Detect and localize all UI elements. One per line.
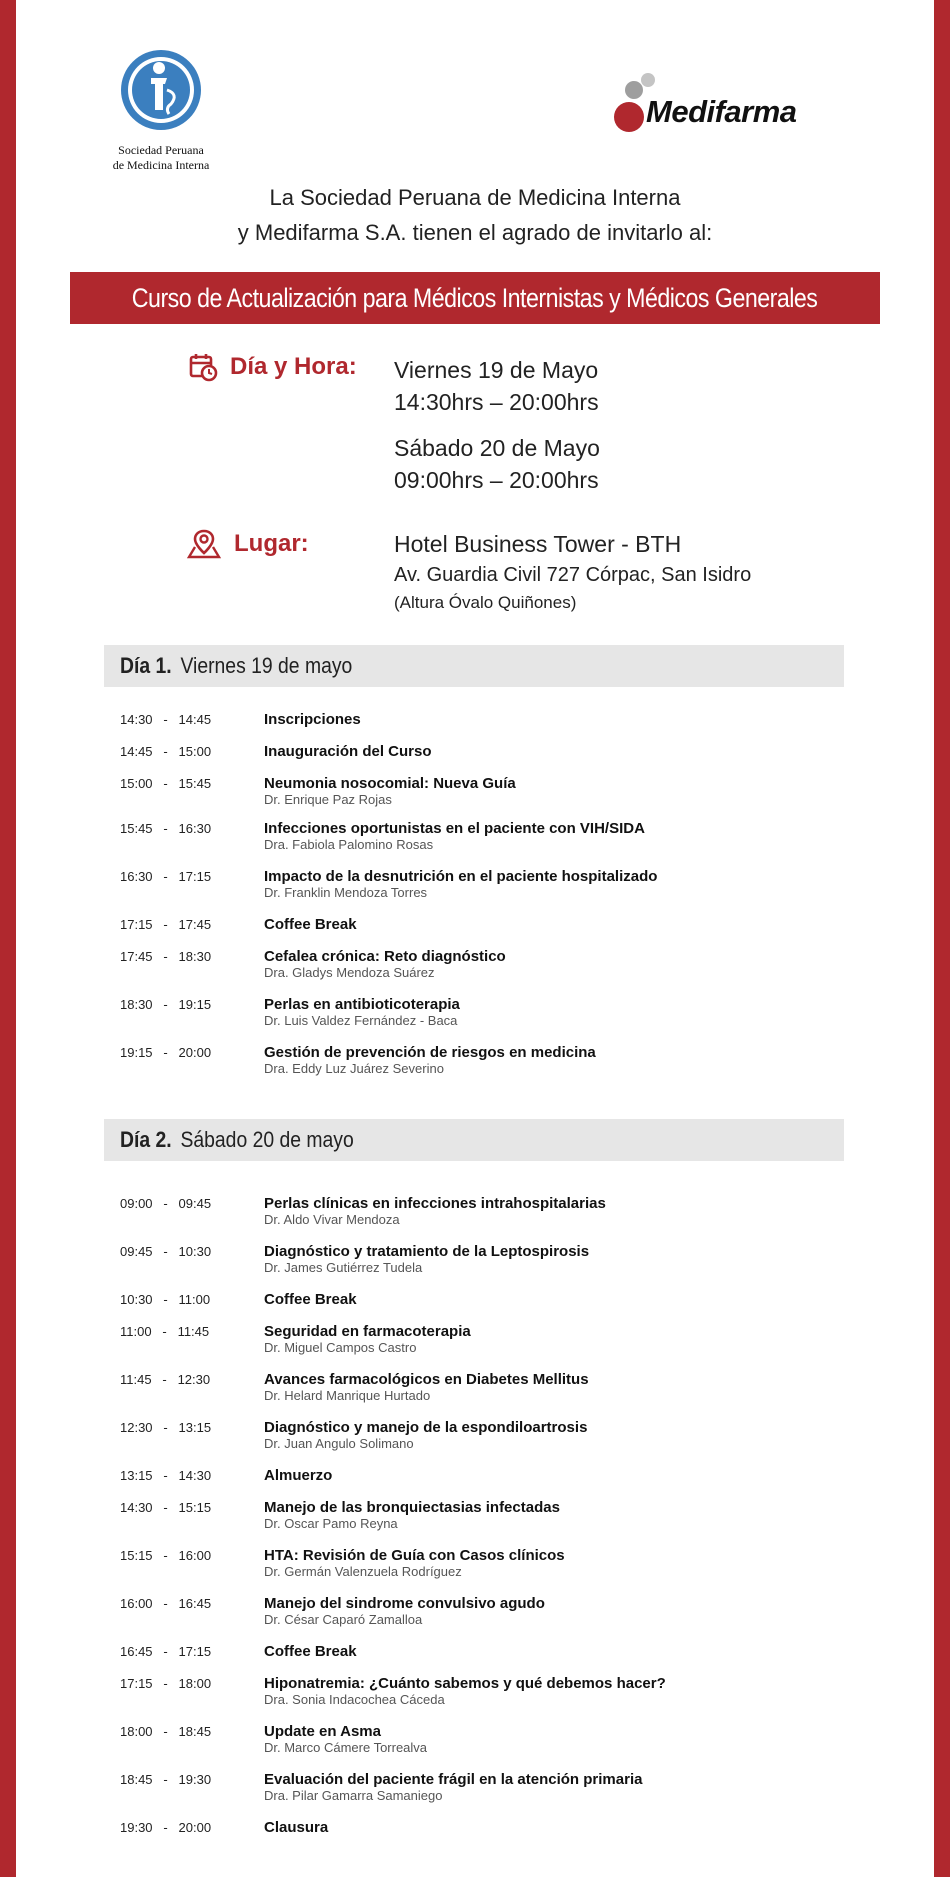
schedule-title: Coffee Break xyxy=(264,1291,357,1308)
day-2-header xyxy=(104,1119,844,1161)
schedule-speaker: Dr. Helard Manrique Hurtado xyxy=(264,1388,431,1403)
schedule-time: 16:00 - 16:45 xyxy=(120,1596,212,1611)
schedule-title: Inscripciones xyxy=(264,711,361,728)
schedule-speaker: Dr. Aldo Vivar Mendoza xyxy=(264,1212,400,1227)
schedule-time: 13:15 - 14:30 xyxy=(120,1468,212,1483)
calendar-clock-icon xyxy=(188,352,218,382)
schedule-title: HTA: Revisión de Guía con Casos clínicos xyxy=(264,1547,565,1564)
schedule-time: 14:45 - 15:00 xyxy=(120,744,212,759)
schedule-title: Clausura xyxy=(264,1819,329,1836)
course-title: Curso de Actualización para Médicos Internistas y Médicos Generales xyxy=(132,283,818,313)
schedule-speaker: Dr. César Caparó Zamalloa xyxy=(264,1612,423,1627)
schedule-time: 12:30 - 13:15 xyxy=(120,1420,212,1435)
left-red-border xyxy=(0,0,16,1877)
schedule-time: 17:15 - 18:00 xyxy=(120,1676,212,1691)
schedule-title: Almuerzo xyxy=(264,1467,333,1484)
schedule-title: Hiponatremia: ¿Cuánto sabemos y qué debemos hacer? xyxy=(264,1675,666,1692)
schedule-title: Perlas en antibioticoterapia xyxy=(264,996,460,1013)
venue-landmark: (Altura Óvalo Quiñones) xyxy=(394,593,577,612)
schedule-speaker: Dra. Eddy Luz Juárez Severino xyxy=(264,1061,444,1076)
schedule-title: Diagnóstico y manejo de la espondiloartrosis xyxy=(264,1419,588,1436)
schedule-title: Cefalea crónica: Reto diagnóstico xyxy=(264,948,506,965)
day-2-heading xyxy=(120,1127,354,1153)
schedule-time: 14:30 - 15:15 xyxy=(120,1500,212,1515)
schedule-speaker: Dra. Pilar Gamarra Samaniego xyxy=(264,1788,443,1803)
schedule-time: 16:45 - 17:15 xyxy=(120,1644,212,1659)
schedule-title: Coffee Break xyxy=(264,916,357,933)
schedule-title: Diagnóstico y tratamiento de la Leptospirosis xyxy=(264,1243,590,1260)
schedule-title: Seguridad en farmacoterapia xyxy=(264,1323,471,1340)
schedule-speaker: Dr. Marco Cámere Torrealva xyxy=(264,1740,428,1755)
schedule-time: 10:30 - 11:00 xyxy=(120,1292,211,1307)
schedule-title: Avances farmacológicos en Diabetes Mellitus xyxy=(264,1371,589,1388)
spmi-emblem-icon xyxy=(119,48,203,132)
time-2: 09:00hrs – 20:00hrs xyxy=(394,467,599,493)
day-1-heading xyxy=(120,653,352,679)
schedule-title: Manejo de las bronquiectasias infectadas xyxy=(264,1499,560,1516)
schedule-time: 16:30 - 17:15 xyxy=(120,869,212,884)
schedule-speaker: Dr. Enrique Paz Rojas xyxy=(264,792,392,807)
venue-address: Av. Guardia Civil 727 Córpac, San Isidro xyxy=(394,564,752,586)
schedule-time: 15:45 - 16:30 xyxy=(120,821,212,836)
schedule-time: 19:30 - 20:00 xyxy=(120,1820,212,1835)
schedule-time: 11:00 - 11:45 xyxy=(120,1324,210,1339)
venue-name: Hotel Business Tower - BTH xyxy=(394,531,682,557)
schedule-title: Evaluación del paciente frágil en la atención primaria xyxy=(264,1771,643,1788)
schedule-title: Infecciones oportunistas en el paciente con VIH/SIDA xyxy=(264,820,645,837)
schedule-speaker: Dr. Oscar Pamo Reyna xyxy=(264,1516,398,1531)
day-1-date: Viernes 19 de mayo xyxy=(180,653,353,678)
schedule-speaker: Dr. Franklin Mendoza Torres xyxy=(264,885,428,900)
schedule-speaker: Dra. Gladys Mendoza Suárez xyxy=(264,965,435,980)
schedule-title: Neumonia nosocomial: Nueva Guía xyxy=(264,775,516,792)
intro-line-2: y Medifarma S.A. tienen el agrado de invitarlo al: xyxy=(237,220,713,245)
spmi-name-line2: de Medicina Interna xyxy=(112,158,210,172)
day-2-label: Día 2. xyxy=(120,1127,172,1152)
schedule-time: 14:30 - 14:45 xyxy=(120,712,212,727)
schedule-title: Impacto de la desnutrición en el paciente hospitalizado xyxy=(264,868,658,885)
day-1-header xyxy=(104,645,844,687)
place-label: Lugar: xyxy=(234,530,309,557)
medifarma-wordmark: Medifarma xyxy=(646,94,797,129)
schedule-time: 09:00 - 09:45 xyxy=(120,1196,212,1211)
schedule-speaker: Dr. Germán Valenzuela Rodríguez xyxy=(264,1564,462,1579)
right-red-border xyxy=(934,0,950,1877)
schedule-speaker: Dr. Luis Valdez Fernández - Baca xyxy=(264,1013,458,1028)
schedule-title: Perlas clínicas en infecciones intrahospitalarias xyxy=(264,1195,606,1212)
schedule-speaker: Dr. Juan Angulo Solimano xyxy=(264,1436,414,1451)
schedule-speaker: Dra. Fabiola Palomino Rosas xyxy=(264,837,434,852)
spmi-logo xyxy=(96,48,226,173)
schedule-speaker: Dra. Sonia Indacochea Cáceda xyxy=(264,1692,445,1707)
date-1: Viernes 19 de Mayo xyxy=(394,357,599,383)
location-pin-icon xyxy=(186,528,222,560)
schedule-title: Gestión de prevención de riesgos en medicina xyxy=(264,1044,596,1061)
invitation-intro xyxy=(0,180,950,250)
schedule-time: 17:15 - 17:45 xyxy=(120,917,212,932)
schedule-title: Update en Asma xyxy=(264,1723,381,1740)
day-1-label: Día 1. xyxy=(120,653,172,678)
schedule-time: 15:15 - 16:00 xyxy=(120,1548,212,1563)
schedule-time: 19:15 - 20:00 xyxy=(120,1045,212,1060)
schedule-speaker: Dr. James Gutiérrez Tudela xyxy=(264,1260,423,1275)
schedule-time: 18:30 - 19:15 xyxy=(120,997,212,1012)
schedule-time: 09:45 - 10:30 xyxy=(120,1244,212,1259)
medifarma-logo xyxy=(612,70,852,138)
intro-line-1: La Sociedad Peruana de Medicina Interna xyxy=(269,185,681,210)
schedule-title: Coffee Break xyxy=(264,1643,357,1660)
course-title-banner xyxy=(70,272,880,324)
date-time-label: Día y Hora: xyxy=(230,353,357,380)
date-time-values xyxy=(394,354,600,496)
schedule-time: 17:45 - 18:30 xyxy=(120,949,212,964)
schedule-time: 15:00 - 15:45 xyxy=(120,776,212,791)
schedule-time: 18:45 - 19:30 xyxy=(120,1772,212,1787)
schedule-time: 11:45 - 12:30 xyxy=(120,1372,211,1387)
place-values xyxy=(394,528,751,616)
place-label-group xyxy=(186,528,309,560)
schedule-speaker: Dr. Miguel Campos Castro xyxy=(264,1340,417,1355)
schedule-title: Manejo del sindrome convulsivo agudo xyxy=(264,1595,545,1612)
time-1: 14:30hrs – 20:00hrs xyxy=(394,389,599,415)
day-2-date: Sábado 20 de mayo xyxy=(180,1127,354,1152)
date-time-label-group xyxy=(188,352,357,382)
schedule-time: 18:00 - 18:45 xyxy=(120,1724,212,1739)
schedule-title: Inauguración del Curso xyxy=(264,743,432,760)
date-2: Sábado 20 de Mayo xyxy=(394,435,600,461)
spmi-name-line1: Sociedad Peruana xyxy=(118,143,204,157)
